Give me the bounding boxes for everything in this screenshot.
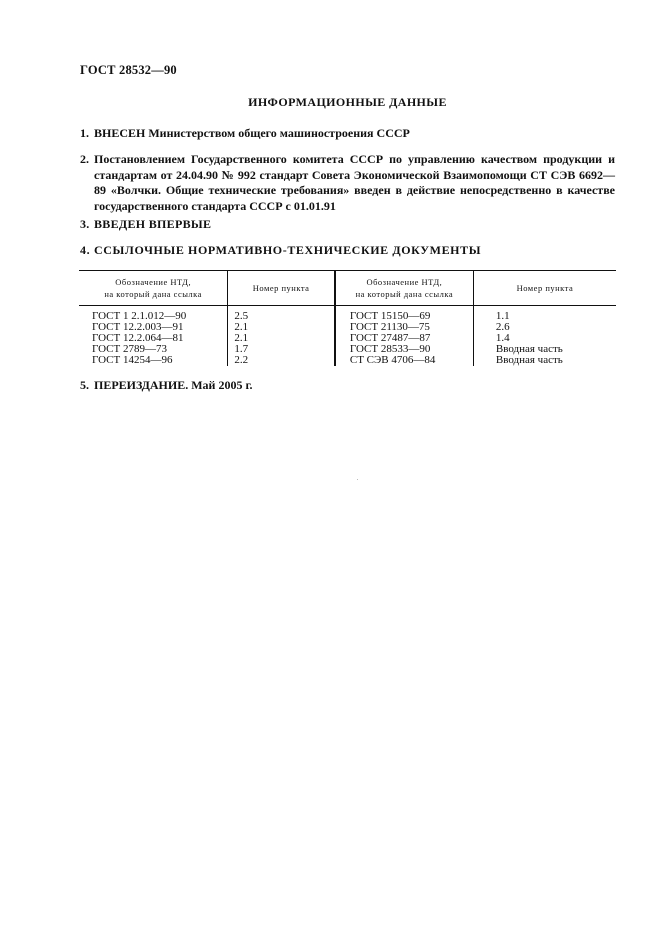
item-text: ВВЕДЕН ВПЕРВЫЕ bbox=[94, 217, 212, 231]
table-header-row bbox=[79, 271, 616, 306]
info-item-1 bbox=[80, 126, 615, 141]
header-ntd-line2: на который дана ссылка bbox=[104, 289, 202, 299]
item-number: 1. bbox=[80, 126, 89, 140]
clause-cell: 2.2 bbox=[228, 355, 335, 366]
item-text: Постановлением Государственного комитета СССР по управлению качеством продукции и стандартам от 24.04.90 № 992 стандарт Совета Экономической Взаимопомощи СТ СЭВ 6692—89 «Волчки. Общие технические требования» введен в действие непосредственно в качестве государственного стандарта СССР с 01.01.91 bbox=[94, 152, 615, 213]
header-clause-left: Номер пункта bbox=[228, 271, 335, 306]
ntd-cell: ГОСТ 15150—69 bbox=[335, 306, 474, 323]
header-ntd-line2: на который дана ссылка bbox=[355, 289, 454, 299]
item-number: 2. bbox=[80, 152, 89, 166]
item-number: 4. bbox=[80, 243, 91, 257]
ntd-cell: ГОСТ 14254—96 bbox=[92, 354, 173, 366]
header-clause-right: Номер пункта bbox=[473, 271, 616, 306]
section-title: ИНФОРМАЦИОННЫЕ ДАННЫЕ bbox=[248, 95, 447, 109]
header-ntd-line1: Обозначение НТД, bbox=[115, 277, 192, 287]
item-number: 5. bbox=[80, 378, 89, 392]
ntd-cell: ГОСТ 1 2.1.012—90 bbox=[92, 310, 187, 322]
ntd-cell: ГОСТ 28533—90 bbox=[335, 344, 474, 355]
clause-cell: 2.5 bbox=[228, 306, 335, 323]
clause-cell: Вводная часть bbox=[473, 344, 616, 355]
info-item-2 bbox=[80, 152, 615, 214]
header-ntd-right bbox=[335, 271, 474, 306]
item-number: 3. bbox=[80, 217, 90, 231]
ntd-cell: СТ СЭВ 4706—84 bbox=[335, 355, 474, 366]
ntd-cell: ГОСТ 12.2.064—81 bbox=[92, 332, 184, 344]
clause-cell: 1.4 bbox=[473, 333, 616, 344]
clause-cell: 2.1 bbox=[228, 322, 335, 333]
ntd-cell: ГОСТ 21130—75 bbox=[335, 322, 474, 333]
item-text: ССЫЛОЧНЫЕ НОРМАТИВНО-ТЕХНИЧЕСКИЕ ДОКУМЕНТЫ bbox=[94, 243, 482, 257]
clause-cell: 2.1 bbox=[228, 333, 335, 344]
header-ntd-line1: Обозначение НТД, bbox=[366, 277, 443, 287]
info-item-3 bbox=[80, 217, 615, 232]
clause-cell: 1.1 bbox=[473, 306, 616, 323]
clause-cell: 2.6 bbox=[473, 322, 616, 333]
clause-cell: Вводная часть bbox=[473, 355, 616, 366]
reference-documents-table bbox=[79, 270, 616, 366]
item-text: ПЕРЕИЗДАНИЕ. Май 2005 г. bbox=[94, 378, 253, 392]
item-text: ВНЕСЕН Министерством общего машиностроения СССР bbox=[94, 126, 410, 140]
ntd-cell: ГОСТ 27487—87 bbox=[335, 333, 474, 344]
clause-cell: 1.7 bbox=[228, 344, 335, 355]
info-item-5 bbox=[80, 378, 615, 393]
info-item-4 bbox=[80, 243, 615, 258]
table-row bbox=[79, 306, 616, 323]
table-row bbox=[79, 355, 616, 366]
ntd-cell: ГОСТ 2789—73 bbox=[92, 343, 167, 355]
ntd-cell: ГОСТ 12.2.003—91 bbox=[92, 321, 184, 333]
scan-speck bbox=[357, 479, 358, 480]
document-code: ГОСТ 28532—90 bbox=[80, 63, 177, 77]
header-ntd-left bbox=[79, 271, 228, 306]
